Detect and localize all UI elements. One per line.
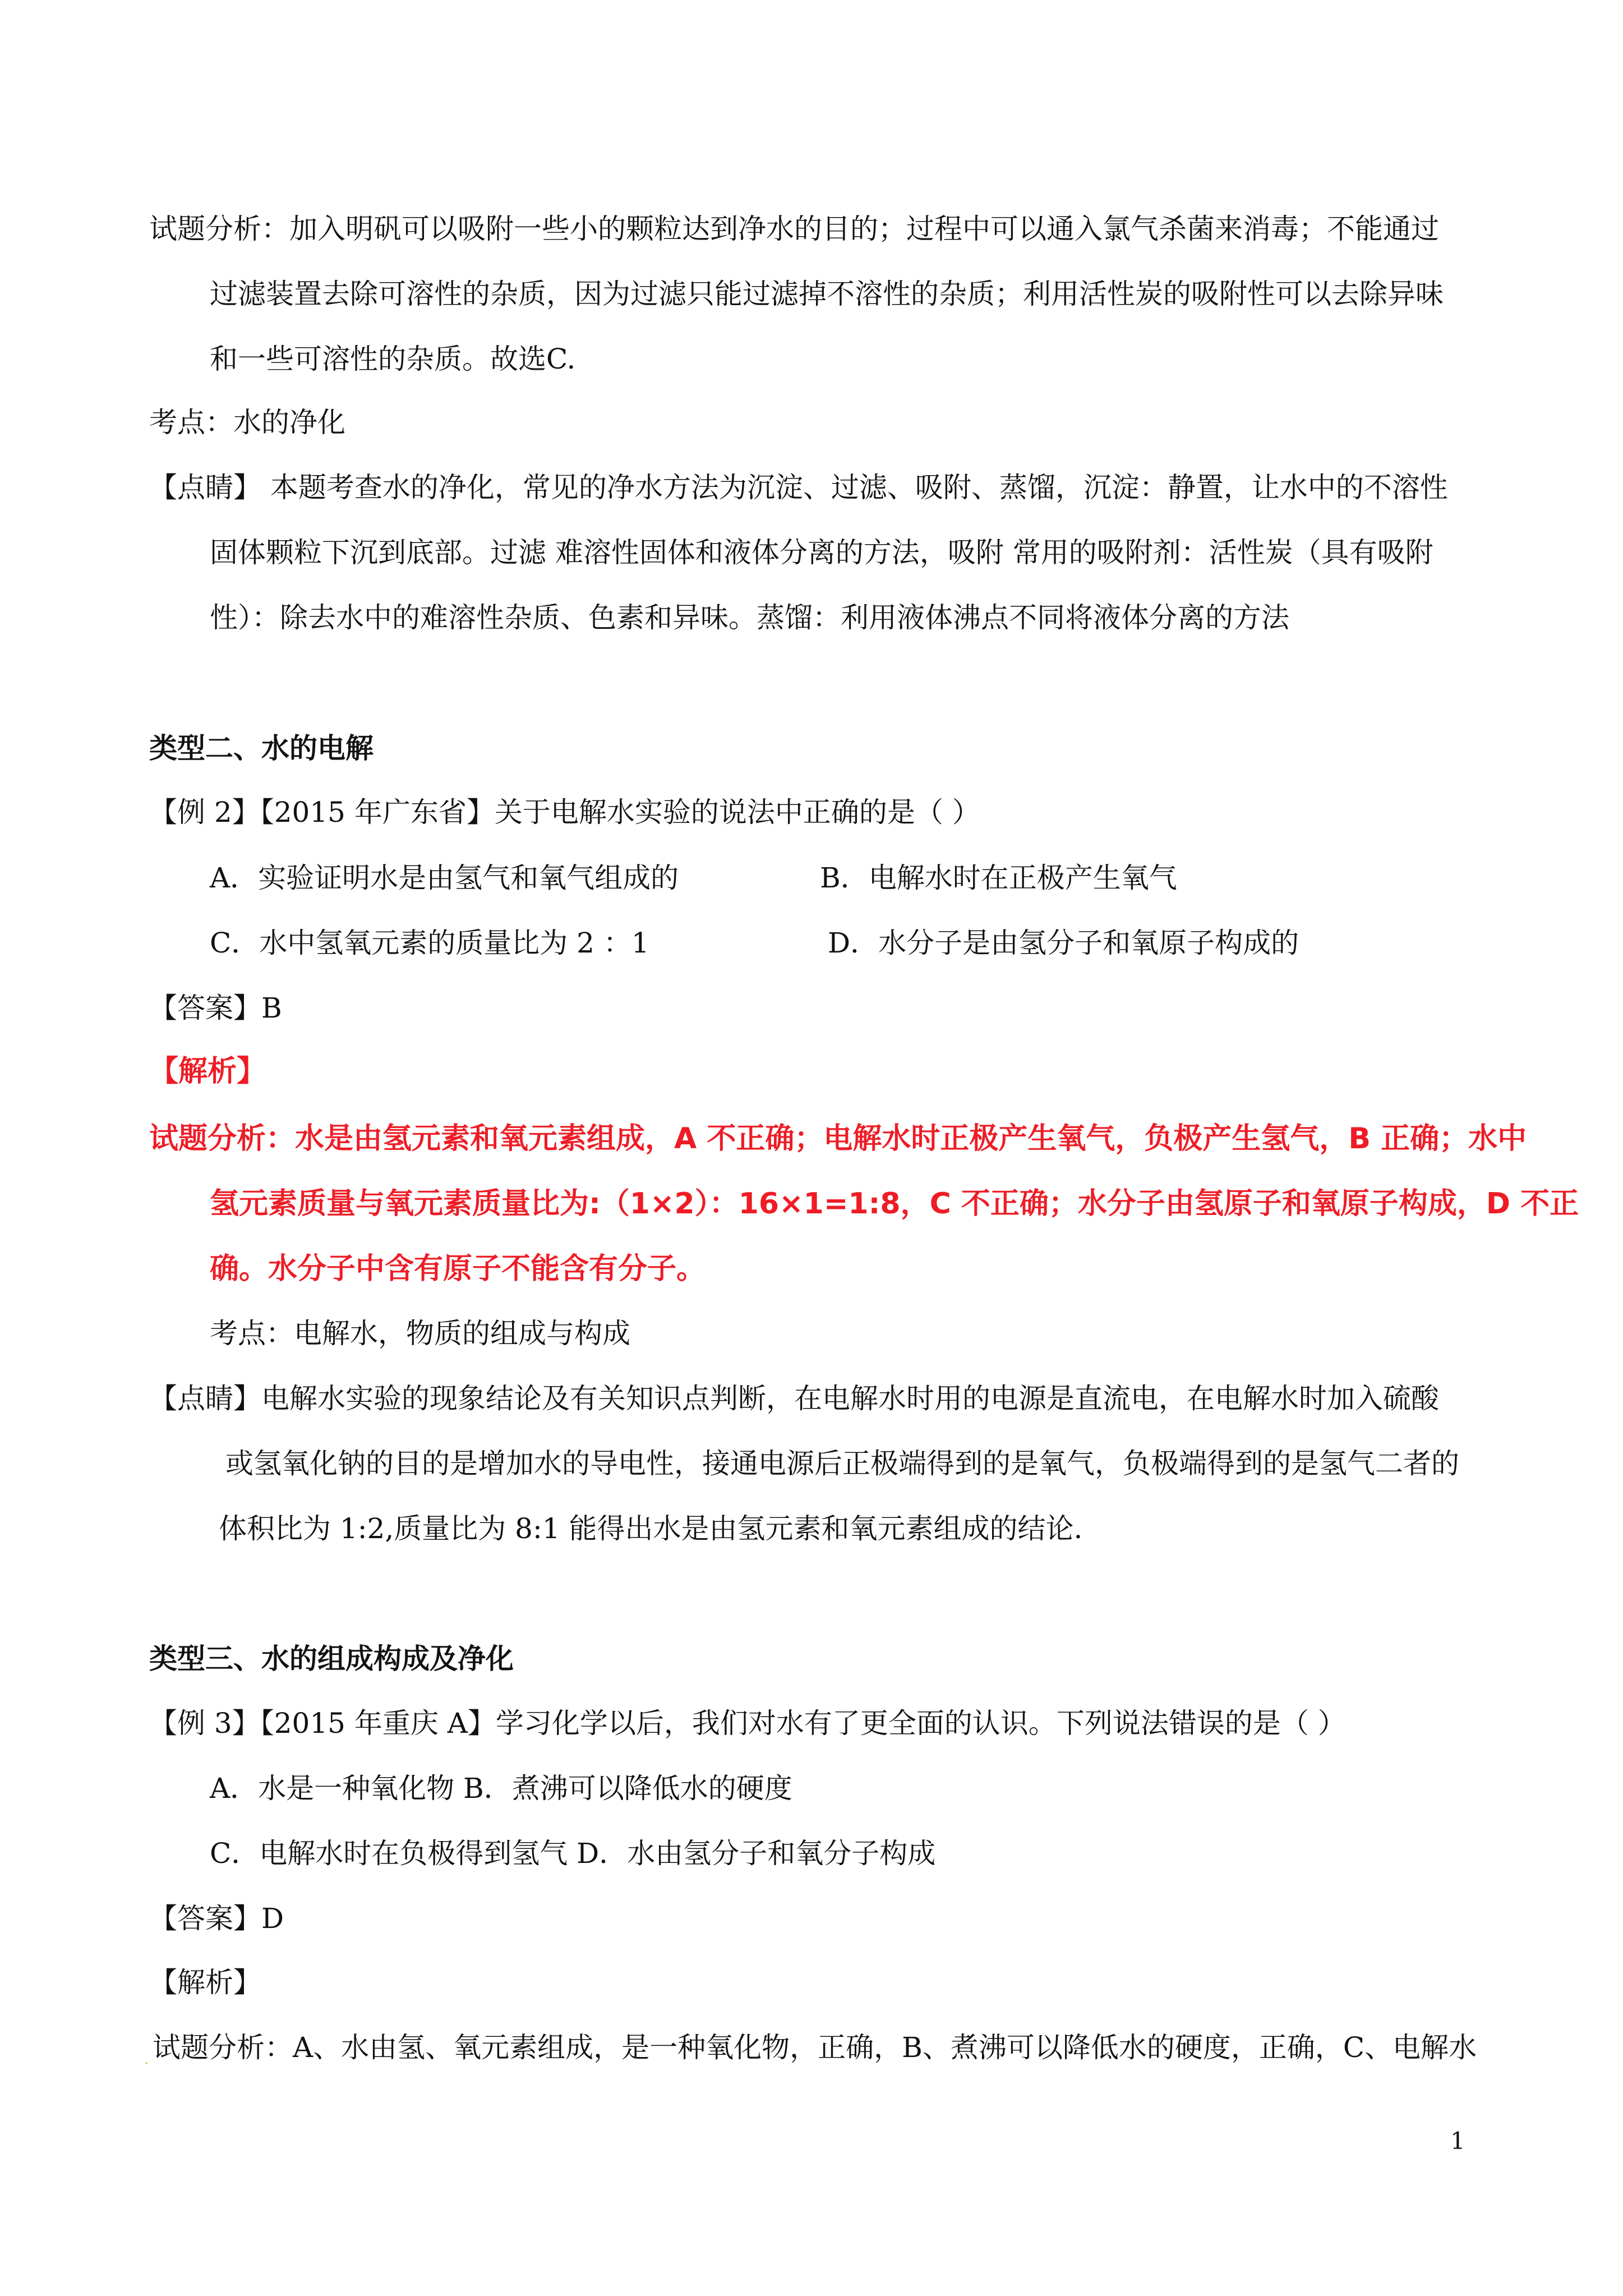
example-2-question: 【例 2】【2015 年广东省】关于电解水实验的说法中正确的是（ ）: [149, 796, 980, 829]
example-3-analysis-line-1: 试题分析：A、水由氢、氧元素组成，是一种氧化物，正确，B、煮沸可以降低水的硬度，正确，C、电解水: [153, 2031, 1477, 2064]
analysis-line-1: 试题分析：加入明矾可以吸附一些小的颗粒达到净水的目的；过程中可以通入氯气杀菌来消毒；不能通过: [149, 213, 1439, 245]
page-number: 1: [1450, 2127, 1465, 2155]
analysis-line-2: 过滤装置去除可溶性的杂质，因为过滤只能过滤掉不溶性的杂质；利用活性炭的吸附性可以去除异味: [210, 278, 1444, 310]
example-2-answer: 【答案】B: [149, 992, 282, 1024]
example-2-option-a: A．实验证明水是由氢气和氧气组成的: [210, 862, 679, 894]
example-2-analysis-line-3: 确。水分子中含有原子不能含有分子。: [210, 1252, 706, 1286]
section-heading-type2: 类型二、水的电解: [149, 731, 374, 765]
comment-1-line-3: 性）：除去水中的难溶性杂质、色素和异味。蒸馏：利用液体沸点不同将液体分离的方法: [210, 601, 1289, 634]
example-3-answer: 【答案】D: [149, 1902, 284, 1935]
example-3-jiexi-label: 【解析】: [149, 1966, 261, 1999]
comment-2-line-3: 体积比为 1:2,质量比为 8:1 能得出水是由氢元素和氧元素组成的结论.: [219, 1512, 1083, 1545]
example-2-option-c: C．水中氢氧元素的质量比为 2 ：1: [210, 927, 649, 959]
keypoint-1: 考点：水的净化: [149, 406, 345, 439]
comment-1-line-2: 固体颗粒下沉到底部。过滤 难溶性固体和液体分离的方法，吸附 常用的吸附剂：活性炭（具有吸附: [210, 536, 1433, 569]
example-3-options-cd: C．电解水时在负极得到氢气 D．水由氢分子和氧分子构成: [210, 1837, 936, 1870]
comment-1-line-1: 【点睛】 本题考查水的净化，常见的净水方法为沉淀、过滤、吸附、蒸馏，沉淀：静置，让水中的不溶性: [149, 471, 1448, 504]
example-3-options-ab: A．水是一种氧化物 B．煮沸可以降低水的硬度: [210, 1772, 792, 1805]
example-2-jiexi-label: 【解析】: [149, 1055, 266, 1088]
comment-2-line-2: 或氢氧化钠的目的是增加水的导电性，接通电源后正极端得到的是氧气，负极端得到的是氢气二者的: [225, 1447, 1459, 1480]
section-heading-type3: 类型三、水的组成构成及净化: [149, 1642, 514, 1675]
example-2-option-b: B．电解水时在正极产生氧气: [820, 862, 1177, 894]
edit-mark-icon: .: [145, 2053, 149, 2067]
example-3-question: 【例 3】【2015 年重庆 A】学习化学以后，我们对水有了更全面的认识。下列说法错误的是（ ）: [149, 1707, 1346, 1740]
analysis-line-3: 和一些可溶性的杂质。故选C.: [210, 343, 576, 375]
comment-2-line-1: 【点睛】电解水实验的现象结论及有关知识点判断，在电解水时用的电源是直流电，在电解水时加入硫酸: [149, 1382, 1439, 1415]
example-2-analysis-line-2: 氢元素质量与氧元素质量比为:（1×2）：16×1=1:8，C 不正确；水分子由氢原子和氧原子构成，D 不正: [210, 1187, 1579, 1221]
example-2-analysis-line-1: 试题分析：水是由氢元素和氧元素组成，A 不正确；电解水时正极产生氧气，负极产生氢气，B 正确；水中: [149, 1122, 1527, 1156]
example-2-keypoint: 考点：电解水，物质的组成与构成: [210, 1317, 630, 1350]
example-2-option-d: D．水分子是由氢分子和氧原子构成的: [828, 927, 1299, 959]
